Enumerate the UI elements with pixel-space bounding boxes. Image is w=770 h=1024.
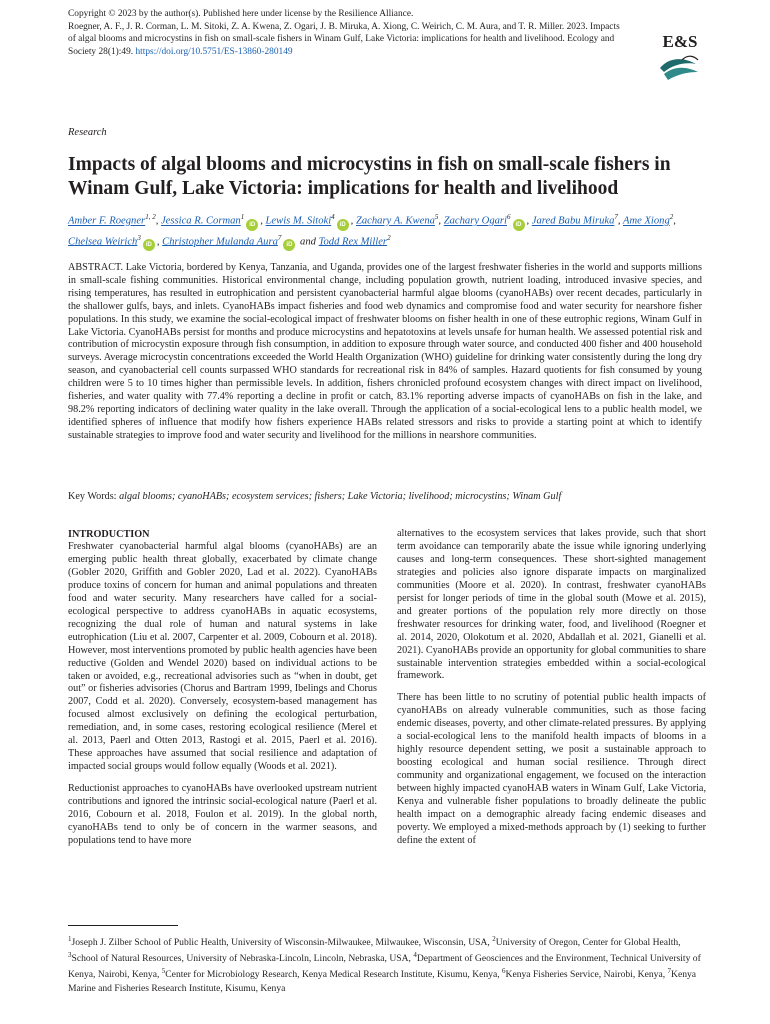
footnote-text: Department of Geosciences and the Environment, Technical University of Kenya, Nairobi, Kenya,	[68, 953, 701, 981]
author-link[interactable]: Amber F. Roegner	[68, 215, 146, 227]
author-affiliation-marker: 4	[331, 213, 335, 221]
footnote-marker: 1	[68, 935, 72, 943]
footnote-marker: 2	[492, 935, 496, 943]
author-separator: ,	[350, 215, 356, 227]
author-affiliation-marker: 3	[137, 233, 141, 242]
footnote-marker: 6	[502, 967, 506, 976]
body-paragraph: There has been little to no scrutiny of potential public health impacts of cyanoHABs on already vulnerable communities, such as those facing endemic diseases, poverty, and other climate-related pressures. By applying a social-ecological lens to the manifold health impacts of blooms in a highly resource dependent setting, we posit a sustainable approach to boosting ecological and human social resilience. Through direct community and organizational engagement, we focused on the interaction between highly impacted cyanoHAB waters in Winam Gulf, Lake Victoria, Kenya and vulnerable fisher populations to broadly delineate the public health impact on a demographic already facing endemic diseases and poverty. We employed a mixed-methods approach by (1) seeking to further define the extent of	[397, 692, 706, 846]
keywords-label: Key Words:	[68, 491, 117, 502]
orcid-icon[interactable]: iD	[246, 219, 258, 231]
author-separator: ,	[260, 215, 266, 227]
footnote-divider	[68, 925, 178, 926]
author-separator: ,	[617, 215, 623, 227]
author-list	[68, 210, 708, 251]
citation-header	[68, 8, 628, 58]
journal-logo-mark	[656, 32, 704, 86]
author-link[interactable]: Jared Babu Miruka	[531, 215, 615, 227]
abstract: ABSTRACT. Lake Victoria, bordered by Kenya, Tanzania, and Uganda, provides one of the largest freshwater fisheries in the world and supports millions in small-scale fishing communities. Historical environmental change, including population growth, nutrient loading, introduced invasive species, and rising temperatures, has resulted in eutrophication and persistent cyanobacterial harmful algae blooms (cyanoHABs) over recent decades, particularly in the shallower gulfs, bays, and inlets. CyanoHABs impact fisheries and food web dynamics and compromise food and water security for nearshore fisher populations. In this study, we examine the social-ecological impact of freshwater blooms on fisher health in one of these eutrophic regions, Winam Gulf in Lake Victoria. CyanoHABs persist for months and produce microcystins and hepatotoxins at levels unsafe for human health. We assessed potential risk and contribution of microcystin exposure through fish consumption, in addition to exposure through water source, and conducted 400 fisher and 400 household surveys. Average microcystin concentrations exceeded the World Health Organization (WHO) guideline for drinking water consistently during the long dry season, and cyanobacterial cell counts surpassed WHO standards for recreational risk in 84% of samples. Hazard quotients for fish consumed by young children were 5 to 10 times higher than permissible levels. In addition, fishers chronicled profound ecosystem changes with direct impact on livelihood, fisheries, and water quality with 77.4% reporting a decline in profit or catch, 83.1% reporting adverse impacts of cyanoHABs on fish in the lake, and 98.2% reporting indicators of declining water quality in the lake overall. Through the application of a social-ecological lens to a public health model, we identified spheres of influence that modify how fishers experience HABs related stressors and risks to provide a starting point at which to identify sustainable strategies to improve food and water security and livelihood for the millions in nearshore communities.	[68, 262, 702, 441]
journal-logo	[656, 32, 704, 86]
footnote-text: University of Oregon, Center for Global Health,	[495, 937, 681, 949]
body-paragraph: Reductionist approaches to cyanoHABs have overlooked upstream nutrient contributions and ignored the intrinsic social-ecological nature (Paerl et al. 2016, Cobourn et al. 2018, Foulon et al. 2019). In the global north, cyanoHABs tend to only be of concern in the warmer seasons, and populations tend to have more	[68, 783, 377, 846]
author-affiliation-marker: 7	[277, 233, 282, 242]
keywords-value: algal blooms; cyanoHABs; ecosystem services; fishers; Lake Victoria; livelihood; microcystins; Winam Gulf	[119, 491, 562, 502]
affiliation-footnotes	[68, 933, 702, 995]
orcid-icon[interactable]: iD	[513, 219, 525, 231]
author-separator: ,	[156, 236, 163, 248]
author-affiliation-marker: 1	[240, 213, 245, 221]
author-affiliation-marker: 2	[387, 233, 391, 242]
footnote-text: Kenya Marine and Fisheries Research Institute, Kisumu, Kenya	[68, 969, 697, 994]
author-affiliation-marker: 5	[434, 213, 439, 221]
footnote-marker: 7	[667, 967, 672, 976]
author-link[interactable]: Chelsea Weirich	[68, 236, 138, 248]
author-affiliation-marker: 6	[507, 213, 511, 221]
body-column-right	[397, 528, 706, 857]
citation-body: Roegner, A. F., J. R. Corman, L. M. Sitoki, Z. A. Kwena, Z. Ogari, J. B. Miruka, A. Xiong, C. Weirich, C. M. Aura, and T. R. Miller. 2023. Impacts of algal blooms and microcystins in fish on small-scale fishers in Winam Gulf, Lake Victoria: implications for health and livelihood. Ecology and Society 28(1):49.	[68, 21, 620, 57]
author-affiliation-marker: 2	[669, 213, 674, 221]
author-link[interactable]: Ame Xiong	[622, 215, 670, 227]
section-label: Research	[68, 127, 107, 138]
author-affiliation-marker: 1, 2	[145, 213, 156, 221]
body-column-left	[68, 528, 377, 857]
citation-text	[68, 21, 628, 59]
author-link[interactable]: Zachary Ogari	[443, 215, 507, 227]
author-affiliation-marker: 7	[614, 213, 618, 221]
author-separator: ,	[438, 215, 444, 227]
author-separator: ,	[155, 215, 161, 227]
footnote-text: Center for Microbiology Research, Kenya Medical Research Institute, Kisumu, Kenya,	[165, 969, 503, 981]
author-link[interactable]: Lewis M. Sitoki	[265, 215, 332, 227]
author-separator: and	[297, 236, 319, 248]
footnote-marker: 5	[161, 967, 166, 976]
footnote-marker: 3	[68, 951, 72, 960]
author-separator: ,	[526, 215, 532, 227]
article-title: Impacts of algal blooms and microcystins in fish on small-scale fishers in Winam Gulf, Lake Victoria: implications for health and livelihood	[68, 154, 671, 199]
introduction-heading: INTRODUCTION	[68, 529, 150, 540]
author-separator: ,	[673, 215, 676, 227]
orcid-icon[interactable]: iD	[337, 219, 349, 231]
orcid-icon[interactable]: iD	[283, 239, 295, 251]
doi-link[interactable]: https://doi.org/10.5751/ES-13860-280149	[135, 46, 293, 57]
body-paragraph: alternatives to the ecosystem services that lakes provide, such that short term avoidance can temporarily abate the issue while ignoring underlying causes and long-term consequences. These short-sighted management strategies and policies also ignore disparate impacts on marginalized communities (Moore et al. 2020). In contrast, freshwater cyanoHABs persist for longer periods of time in the global south (Mowe et al. 2015), and greater portions of the population rely more directly on those freshwater resources for drinking water, food, and livelihood (Roegner et al. 2014, 2020, Olokotum et al. 2020, Abdallah et al. 2021, Gianelli et al. 2021). CyanoHABs provide an opportunity for global communities to share sustainable intervention strategies embedded within a social-ecological framework.	[397, 528, 706, 682]
orcid-icon[interactable]: iD	[143, 239, 155, 251]
body-paragraph: Freshwater cyanobacterial harmful algal blooms (cyanoHABs) are an emerging public health threat globally, exacerbated by climate change (Gobler 2020, Griffith and Gobler 2020, Lad et al. 2022). CyanoHABs produce toxins of concern for human and animal populations and threaten food and water security. Many researchers have called for a social-ecological perspective to address cyanoHABs in aquatic ecosystems, recognizing the dual role of human and natural systems in lake eutrophication (Liu et al. 2007, Carpenter et al. 2009, Cobourn et al. 2018). However, most interventions promoted by public health agencies have been reductive (Golden and Wendel 2020) based on individual actions to be taken or avoided, e.g., recreational advisories such as “when in doubt, get out” or fisheries advisories (Chorus and Bartram 1999, Ibelings and Chorus 2007, Codd et al. 2020). Conversely, ecosystem-based management has focused almost exclusively on defining the ecological perturbation, remediation, and, in some cases, restoring ecological resilience (Merel et al. 2013, Paerl and Otten 2013, Rastogi et al. 2015, Paerl et al. 2016). These approaches have assumed that social resilience and adaptation of impacted social groups would follow equally (Woods et al. 2021).	[68, 541, 377, 773]
footnote-text: School of Natural Resources, University of Nebraska-Lincoln, Lincoln, Nebraska, USA,	[71, 953, 414, 965]
author-link[interactable]: Todd Rex Miller	[318, 236, 388, 248]
author-link[interactable]: Jessica R. Corman	[160, 215, 241, 227]
keywords	[68, 490, 702, 503]
copyright-line: Copyright © 2023 by the author(s). Published here under license by the Resilience Alliance.	[68, 9, 414, 19]
journal-logo-text: E&S	[662, 32, 698, 51]
footnote-text: Kenya Fisheries Service, Nairobi, Kenya,	[505, 969, 668, 981]
author-link[interactable]: Zachary A. Kwena	[355, 215, 435, 227]
footnote-text: Joseph J. Zilber School of Public Health, University of Wisconsin-Milwaukee, Milwaukee, Wisconsin, USA,	[71, 937, 493, 949]
footnote-marker: 4	[413, 951, 417, 960]
author-link[interactable]: Christopher Mulanda Aura	[162, 236, 278, 248]
